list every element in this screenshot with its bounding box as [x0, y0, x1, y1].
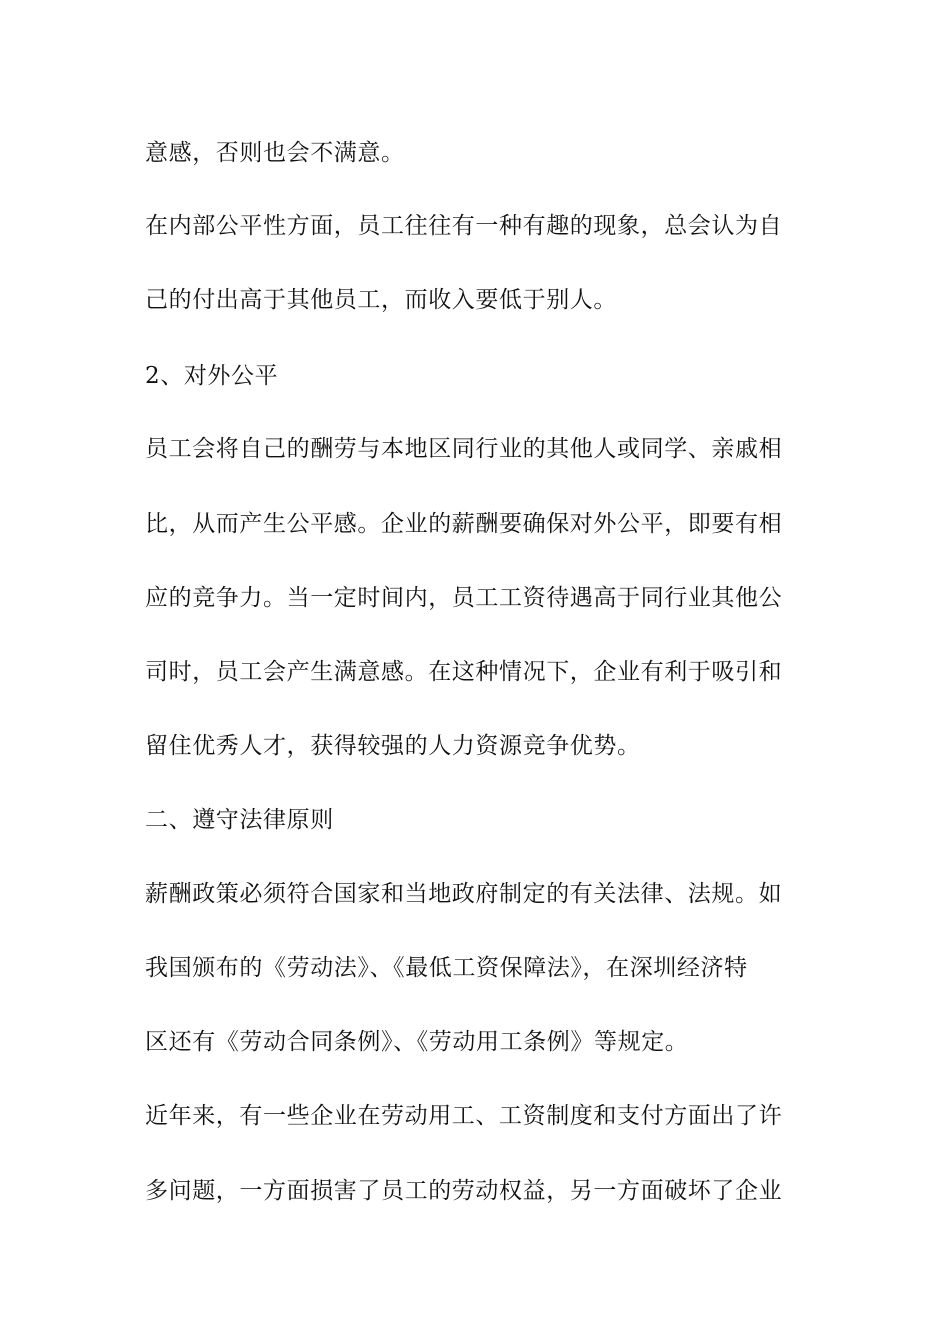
section-heading: 二、遵守法律原则: [145, 807, 334, 833]
text-line: 留住优秀人才，获得较强的人力资源竞争优势。: [145, 733, 641, 759]
text-line: 比，从而产生公平感。企业的薪酬要确保对外公平，即要有相: [145, 511, 783, 537]
text-line: 近年来，有一些企业在劳动用工、工资制度和支付方面出了许: [145, 1103, 783, 1129]
text-line: 司时，员工会产生满意感。在这种情况下，企业有利于吸引和: [145, 659, 783, 685]
text-line: 在内部公平性方面，员工往往有一种有趣的现象，总会认为自: [145, 213, 783, 239]
text-line: 应的竞争力。当一定时间内，员工工资待遇高于同行业其他公: [145, 585, 783, 611]
text-line: 多问题，一方面损害了员工的劳动权益，另一方面破坏了企业: [145, 1178, 783, 1204]
text-line: 薪酬政策必须符合国家和当地政府制定的有关法律、法规。如: [145, 881, 783, 907]
text-line: 意感，否则也会不满意。: [145, 140, 405, 166]
text-line: 我国颁布的《劳动法》、《最低工资保障法》，在深圳经济特: [145, 955, 748, 981]
text-line: 己的付出高于其他员工，而收入要低于别人。: [145, 287, 617, 313]
text-line: 区还有《劳动合同条例》、《劳动用工条例》等规定。: [145, 1029, 689, 1055]
text-line: 员工会将自己的酬劳与本地区同行业的其他人或同学、亲戚相: [145, 436, 783, 462]
section-heading: 2、对外公平: [145, 363, 279, 389]
